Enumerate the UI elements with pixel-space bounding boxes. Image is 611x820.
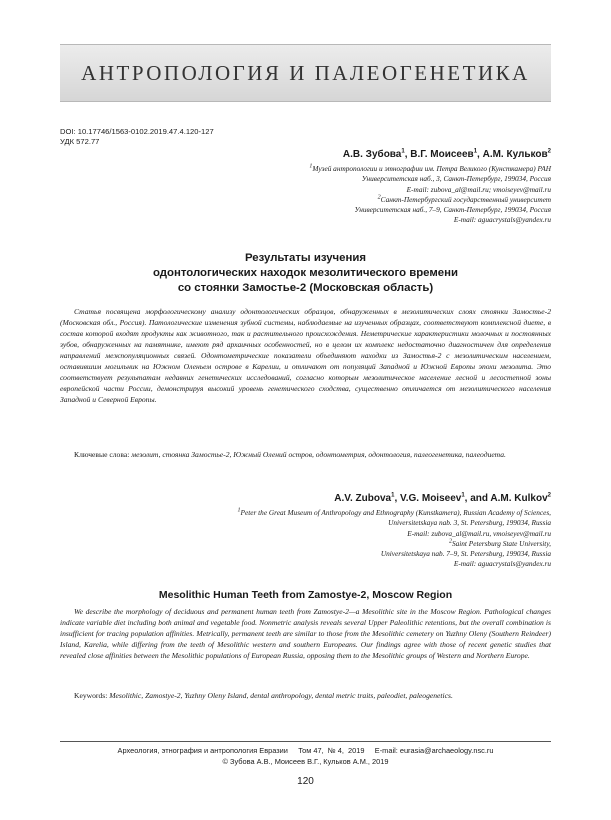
authors-en: A.V. Zubova$^1$, V.G. Moiseev$^1$, and A.M. Kulkov$^2$ [334, 492, 551, 504]
author-name: А.М. Кульков [482, 149, 548, 160]
section-banner [60, 44, 551, 102]
author-name: В.Г. Моисеев [410, 149, 474, 160]
doi[interactable]: DOI: 10.17746/1563-0102.2019.47.4.120-127 [60, 127, 214, 136]
keywords-en [60, 690, 551, 701]
title-line: со стоянки Замостье-2 (Московская область) [177, 282, 434, 294]
affiliation-email: E-mail: zubova_al@mail.ru; vmoiseyev@mail.ru [406, 184, 551, 194]
title-line: Результаты изучения [244, 252, 367, 264]
authors-ru: А.В. Зубова$^1$, В.Г. Моисеев$^1$, А.М. Кульков$^2$ [342, 148, 551, 160]
journal-email[interactable]: E-mail: eurasia@archaeology.nsc.ru [374, 746, 494, 755]
keywords-label: Ключевые слова: [74, 450, 130, 459]
author-name: А.В. Зубова [342, 149, 402, 160]
author-sup: 2 [547, 492, 551, 499]
footer-divider [60, 741, 551, 742]
affiliation-line: $^1$Музей антропологии и этнографии им. Петра Великого (Кунсткамера) РАН [309, 163, 551, 173]
affiliation-email: E-mail: aguacrystals@yandex.ru [453, 559, 551, 569]
journal-name: Археология, этнография и антропология Евразии [117, 746, 288, 755]
affiliation-line: $^2$Saint Petersburg State University, [448, 538, 551, 548]
author-name: A.M. Kulkov [490, 493, 548, 504]
section-title: АНТРОПОЛОГИЯ И ПАЛЕОГЕНЕТИКА [81, 60, 530, 85]
author-sup: 1 [473, 148, 478, 155]
journal-volume: Том 47, [298, 746, 324, 755]
page-number: 120 [297, 776, 314, 787]
article-title-ru [60, 251, 551, 296]
keywords-label: Keywords: [74, 691, 108, 700]
author-name: V.G. Moiseev [400, 493, 462, 504]
article-title-en: Mesolithic Human Teeth from Zamostye-2, Moscow Region [158, 589, 453, 601]
journal-year: 2019 [348, 746, 365, 755]
abstract-en: We describe the morphology of deciduous and permanent human teeth from Zamostye-2—a Mesolithic site in the Moscow Region. Pathological changes indicate variable diet including both animal and vegetable food. Nonmetric analysis reveals several Upper Paleolithic retentions, but the overall combination is insufficient for tracing population affinities. Metrically, permanent teeth are similar to those from the Mesolithic cemetery on Yuzhny Oleny (Southern Reindeer) Island, Karelia, while differing from the teeth of Mesolithic western and southern Europeans. Our findings agree with those of recent genetic studies that revealed close affinities between the Mesolithic populations of European Russia, opposing them to the Mesolithic groups of Western and Northern Europe. [60, 607, 551, 660]
title-line: одонтологических находок мезолитического времени [152, 267, 458, 279]
udk: УДК 572.77 [60, 137, 100, 146]
affiliation-email: E-mail: aguacrystals@yandex.ru [453, 215, 551, 225]
affiliation-line: $^1$Peter the Great Museum of Anthropology and Ethnography (Kunstkamera), Russian Academy of Sciences, [237, 507, 551, 517]
keywords-ru [60, 449, 551, 460]
affiliation-line: Universitetskaya nab. 3, St. Petersburg, 199034, Russia [388, 518, 551, 528]
abstract-ru: Статья посвящена морфологическому анализу одонтологических образцов, обнаруженных в мезолитических слоях стоянки Замостье-2 (Московская обл., Россия). Патологические изменения зубной системы, наблюдаемые на изученных образцах, соответствуют комплексной диете, в состав которой входят продукты как животного, так и растительного происхождения. Неметрические характеристики молочных и постоянных зубов, обнаруженных на памятнике, имеют ряд архаичных особенностей, но в целом их комплекс недостаточно диагностичен для определения направлений межпопуляционных связей. Одонтометрические показатели объединяют находки из Замостья-2 с мезолитическим населением, оставившим могильник на Южном Оленьем острове в Карелии, и отличают от популяций Западной и Южной Европы эпохи мезолита. Это соответствует результатам недавних генетических исследований, согласно которым мезолитическое население лесной и лесостепной зоны европейской части России, демонстрируя высокий уровень генетического сходства, существенно отличается от мезолитического населения Западной и Северной Европы. [60, 307, 551, 404]
affiliation-email: E-mail: zubova_al@mail.ru, vmoiseyev@mail.ru [407, 528, 551, 538]
affiliations-en [238, 508, 551, 570]
author-sup: 2 [547, 148, 551, 155]
affiliation-line: Университетская наб., 7–9, Санкт-Петербург, 199034, Россия [354, 205, 551, 215]
footer-copyright: © Зубова А.В., Моисеев В.Г., Кульков А.М., 2019 [222, 757, 389, 766]
author-name: A.V. Zubova [334, 493, 392, 504]
keywords-list: мезолит, стоянка Замостье-2, Южный Олений остров, одонтометрия, одонтология, палеогенетика, палеодиета. [131, 450, 506, 459]
author-sup: 1 [461, 492, 465, 499]
journal-issue: № 4, [327, 746, 344, 755]
author-sup: 1 [391, 492, 395, 499]
keywords-list: Mesolithic, Zamostye-2, Yuzhny Oleny Island, dental anthropology, dental metric traits, paleodiet, paleogenetics. [109, 691, 453, 700]
author-sup: 1 [401, 148, 405, 155]
affiliations-ru [309, 164, 551, 226]
affiliation-line: $^2$Санкт-Петербургский государственный университет [377, 194, 551, 204]
footer-journal-line [60, 746, 551, 755]
affiliation-line: Universitetskaya nab. 7–9, St. Petersburg, 199034, Russia [380, 549, 551, 559]
affiliation-line: Университетская наб., 3, Санкт-Петербург, 199034, Россия [361, 174, 551, 184]
